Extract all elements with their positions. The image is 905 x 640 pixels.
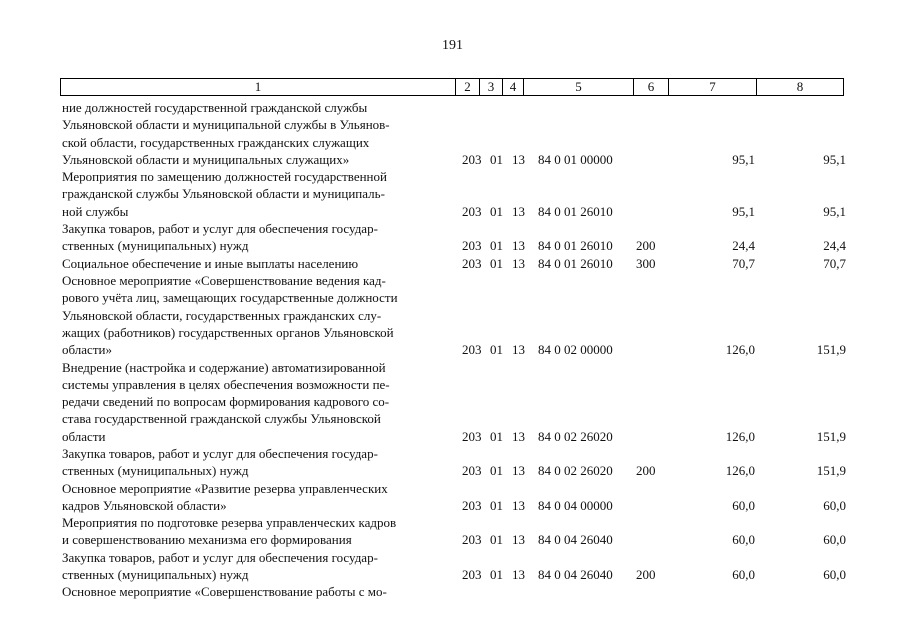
cell-main-admin: 203 — [462, 342, 482, 358]
description-line: ской области, государственных гражданских служащих — [62, 134, 370, 150]
description-line: Мероприятия по замещению должностей государственной — [62, 169, 387, 185]
description-line: области» — [62, 342, 112, 358]
description-line: Основное мероприятие «Совершенствование ведения кад- — [62, 273, 386, 288]
cell-subsection: 13 — [512, 428, 525, 444]
table-row — [0, 549, 905, 584]
cell-subsection: 13 — [512, 255, 525, 271]
cell-section: 01 — [490, 342, 503, 358]
cell-amount-year-1: 60,0 — [732, 567, 755, 583]
row-description — [62, 583, 455, 600]
cell-target-article: 84 0 04 26040 — [538, 567, 613, 583]
cell-main-admin: 203 — [462, 238, 482, 254]
row-description — [62, 99, 455, 168]
cell-subsection: 13 — [512, 567, 525, 583]
cell-subsection: 13 — [512, 463, 525, 479]
header-col-8: 8 — [757, 79, 844, 96]
description-line: ние должностей государственной гражданской службы — [62, 100, 368, 115]
cell-section: 01 — [490, 532, 503, 548]
cell-section: 01 — [490, 255, 503, 271]
cell-subsection: 13 — [512, 238, 525, 254]
cell-target-article: 84 0 01 26010 — [538, 255, 613, 271]
cell-section: 01 — [490, 238, 503, 254]
cell-amount-year-1: 60,0 — [732, 532, 755, 548]
table-row — [0, 583, 905, 600]
description-line: кадров Ульяновской области» — [62, 497, 227, 513]
cell-amount-year-2: 151,9 — [816, 428, 846, 444]
description-line: системы управления в целях обеспечения возможности пе- — [62, 376, 390, 392]
cell-amount-year-1: 126,0 — [725, 463, 755, 479]
table-row — [0, 480, 905, 515]
description-line: гражданской службы Ульяновской области и муниципаль- — [62, 186, 385, 202]
cell-subsection: 13 — [512, 342, 525, 358]
cell-section: 01 — [490, 203, 503, 219]
row-description — [62, 445, 455, 480]
description-line: Закупка товаров, работ и услуг для обеспечения государ- — [62, 446, 378, 461]
header-col-3: 3 — [480, 79, 503, 96]
table-row — [0, 168, 905, 220]
cell-main-admin: 203 — [462, 532, 482, 548]
cell-subsection: 13 — [512, 497, 525, 513]
cell-subsection: 13 — [512, 532, 525, 548]
row-description — [62, 168, 455, 220]
cell-section: 01 — [490, 463, 503, 479]
row-description — [62, 480, 455, 515]
cell-amount-year-1: 126,0 — [725, 428, 755, 444]
cell-target-article: 84 0 01 26010 — [538, 203, 613, 219]
cell-amount-year-1: 95,1 — [732, 203, 755, 219]
cell-section: 01 — [490, 567, 503, 583]
header-col-4: 4 — [503, 79, 524, 96]
cell-amount-year-2: 60,0 — [823, 567, 846, 583]
cell-amount-year-1: 95,1 — [732, 151, 755, 167]
header-col-2: 2 — [456, 79, 480, 96]
cell-expense-type: 200 — [636, 238, 656, 254]
cell-main-admin: 203 — [462, 255, 482, 271]
description-line: редачи сведений по вопросам формирования кадрового со- — [62, 394, 390, 410]
description-line: ственных (муниципальных) нужд — [62, 463, 249, 479]
cell-target-article: 84 0 02 26020 — [538, 463, 613, 479]
table-row — [0, 359, 905, 446]
cell-amount-year-2: 151,9 — [816, 463, 846, 479]
cell-main-admin: 203 — [462, 151, 482, 167]
cell-amount-year-1: 60,0 — [732, 497, 755, 513]
description-line: Ульяновской области и муниципальной службы в Ульянов- — [62, 117, 390, 133]
cell-amount-year-2: 70,7 — [823, 255, 846, 271]
table-row — [0, 99, 905, 168]
description-line: области — [62, 428, 106, 444]
table-row — [0, 514, 905, 549]
cell-main-admin: 203 — [462, 203, 482, 219]
table-row — [0, 220, 905, 255]
cell-amount-year-2: 151,9 — [816, 342, 846, 358]
description-line: Ульяновской области, государственных гражданских слу- — [62, 307, 382, 323]
row-description — [62, 272, 455, 358]
table-row — [0, 255, 905, 272]
cell-target-article: 84 0 02 26020 — [538, 428, 613, 444]
description-line: ной службы — [62, 203, 129, 219]
cell-main-admin: 203 — [462, 497, 482, 513]
description-line: рового учёта лиц, замещающих государственные должности — [62, 290, 398, 306]
cell-amount-year-1: 126,0 — [725, 342, 755, 358]
cell-amount-year-2: 24,4 — [823, 238, 846, 254]
header-col-7: 7 — [669, 79, 757, 96]
description-line: Мероприятия по подготовке резерва управленческих кадров — [62, 515, 397, 531]
cell-expense-type: 300 — [636, 255, 656, 271]
cell-amount-year-1: 70,7 — [732, 255, 755, 271]
cell-subsection: 13 — [512, 151, 525, 167]
cell-subsection: 13 — [512, 203, 525, 219]
description-line: ственных (муниципальных) нужд — [62, 238, 249, 254]
cell-amount-year-2: 95,1 — [823, 151, 846, 167]
header-col-1: 1 — [61, 79, 456, 96]
cell-main-admin: 203 — [462, 463, 482, 479]
page-number: 191 — [442, 38, 463, 53]
cell-amount-year-2: 95,1 — [823, 203, 846, 219]
description-line: жащих (работников) государственных органов Ульяновской — [62, 324, 394, 340]
description-line: Ульяновской области и муниципальных служащих» — [62, 151, 350, 167]
cell-main-admin: 203 — [462, 428, 482, 444]
row-description — [62, 255, 455, 272]
description-line: Закупка товаров, работ и услуг для обеспечения государ- — [62, 549, 378, 565]
description-line: Закупка товаров, работ и услуг для обеспечения государ- — [62, 221, 378, 237]
table-row — [0, 445, 905, 480]
table-row — [0, 272, 905, 359]
description-line: ственных (муниципальных) нужд — [62, 567, 249, 583]
description-line: Социальное обеспечение и иные выплаты населению — [62, 255, 359, 271]
cell-expense-type: 200 — [636, 463, 656, 479]
cell-section: 01 — [490, 497, 503, 513]
row-description — [62, 220, 455, 255]
cell-amount-year-2: 60,0 — [823, 532, 846, 548]
cell-target-article: 84 0 02 00000 — [538, 342, 613, 358]
cell-amount-year-2: 60,0 — [823, 497, 846, 513]
cell-target-article: 84 0 04 00000 — [538, 497, 613, 513]
description-line: и совершенствованию механизма его формирования — [62, 532, 352, 548]
cell-expense-type: 200 — [636, 567, 656, 583]
description-line: Основное мероприятие «Совершенствование работы с мо- — [62, 584, 387, 600]
cell-target-article: 84 0 01 00000 — [538, 151, 613, 167]
header-col-6: 6 — [634, 79, 669, 96]
header-col-5: 5 — [524, 79, 634, 96]
description-line: Основное мероприятие «Развитие резерва управленческих — [62, 480, 388, 496]
row-description — [62, 549, 455, 584]
description-line: Внедрение (настройка и содержание) автоматизированной — [62, 359, 386, 375]
row-description — [62, 359, 455, 445]
cell-section: 01 — [490, 428, 503, 444]
cell-target-article: 84 0 04 26040 — [538, 532, 613, 548]
cell-main-admin: 203 — [462, 567, 482, 583]
row-description — [62, 514, 455, 549]
description-line: става государственной гражданской службы Ульяновской — [62, 411, 381, 427]
cell-amount-year-1: 24,4 — [732, 238, 755, 254]
cell-section: 01 — [490, 151, 503, 167]
cell-target-article: 84 0 01 26010 — [538, 238, 613, 254]
